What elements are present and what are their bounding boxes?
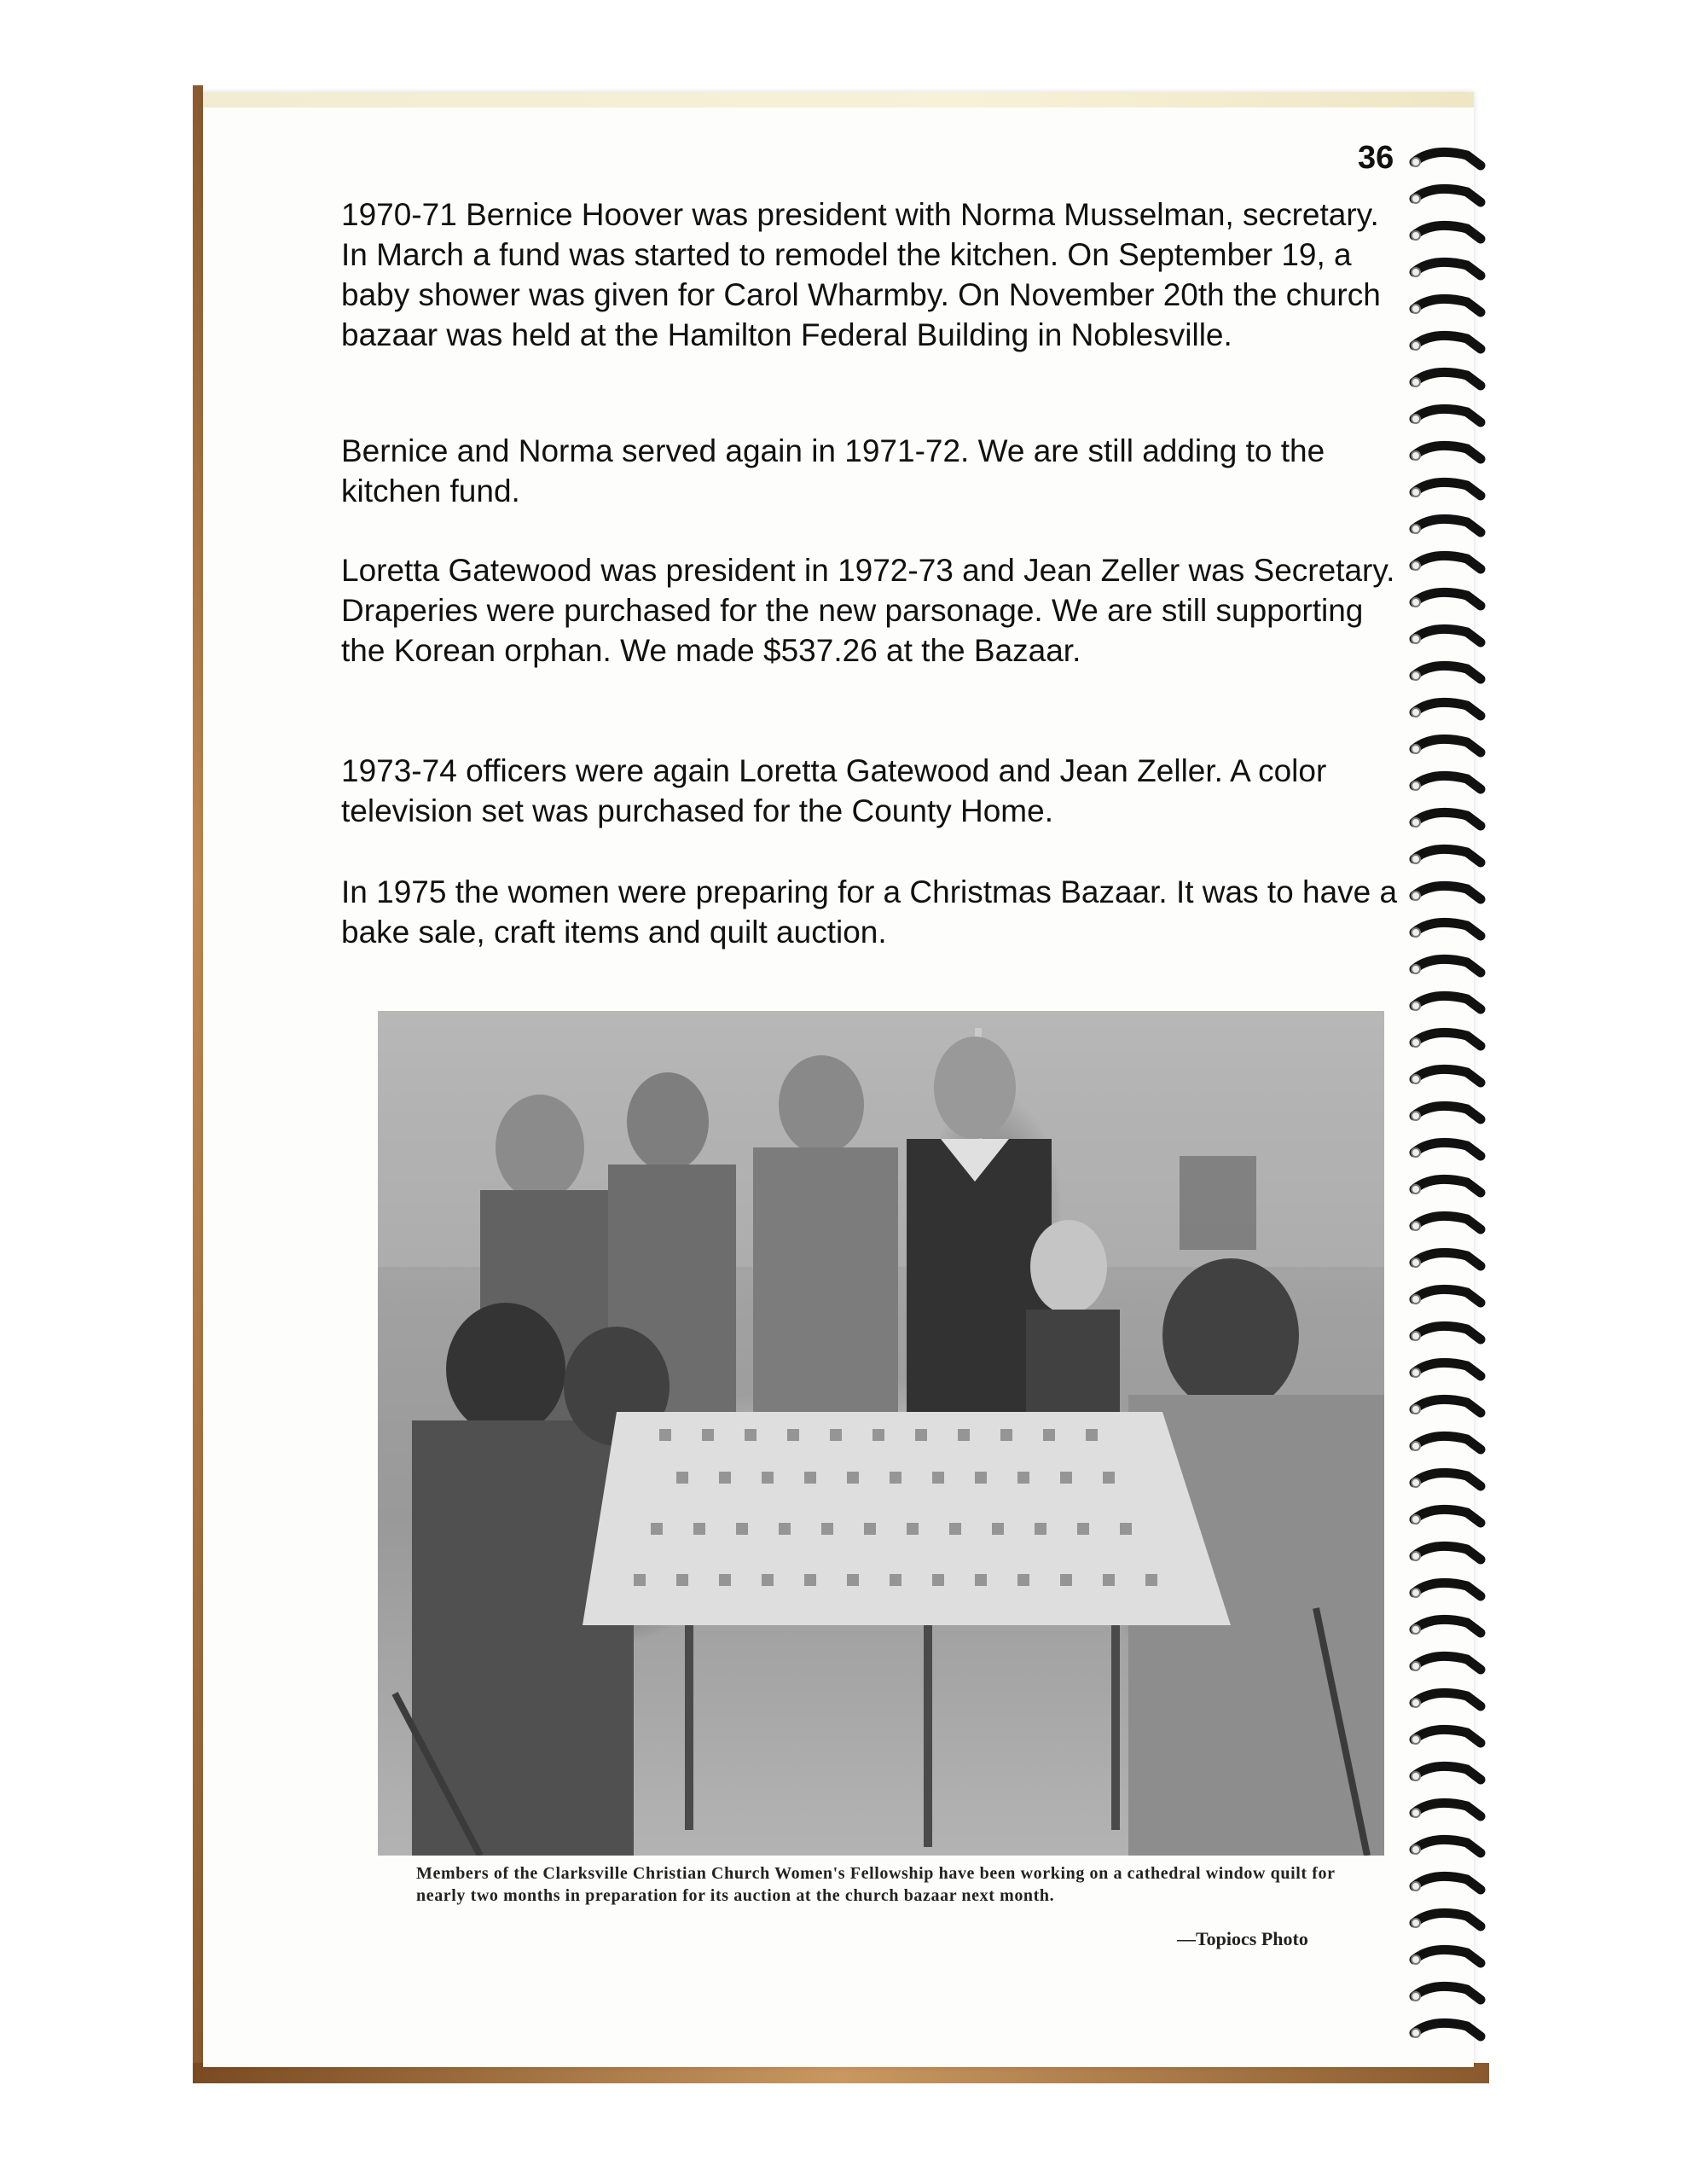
binding-hole <box>1412 1735 1420 1744</box>
spiral-coil <box>1414 335 1481 349</box>
binding-hole <box>1412 1112 1420 1120</box>
spiral-coil <box>1414 152 1481 166</box>
spiral-coil <box>1414 886 1481 899</box>
spiral-coil <box>1414 1106 1481 1119</box>
spiral-coil <box>1414 1179 1481 1193</box>
binding-hole <box>1412 892 1420 900</box>
spiral-coil <box>1414 775 1481 789</box>
spiral-coil <box>1414 299 1481 312</box>
binding-hole <box>1412 1002 1420 1010</box>
spiral-coil <box>1414 1583 1481 1596</box>
binding-hole <box>1412 928 1420 937</box>
spiral-coil <box>1414 1839 1481 1853</box>
spiral-coil <box>1414 1472 1481 1486</box>
spiral-coil <box>1414 1986 1481 2000</box>
page-top-edge <box>203 92 1474 107</box>
binding-hole <box>1412 488 1420 497</box>
spiral-coil <box>1414 1546 1481 1560</box>
binding-hole <box>1412 1589 1420 1597</box>
binding-hole <box>1412 451 1420 460</box>
binding-hole <box>1412 818 1420 827</box>
binding-hole <box>1412 1662 1420 1670</box>
binding-hole <box>1412 1552 1420 1560</box>
spiral-coil <box>1414 922 1481 936</box>
book-edge-left <box>193 85 203 2082</box>
spiral-coil <box>1414 225 1481 239</box>
spiral-coil <box>1414 1913 1481 1926</box>
binding-hole <box>1412 1955 1420 1964</box>
spiral-coil <box>1414 1362 1481 1376</box>
binding-hole <box>1412 1625 1420 1634</box>
binding-hole <box>1412 745 1420 753</box>
binding-hole <box>1412 341 1420 350</box>
binding-hole <box>1412 708 1420 717</box>
newspaper-photo <box>378 1011 1384 1856</box>
paragraph-1971-72: Bernice and Norma served again in 1971-72. We are still adding to the kitchen fund. <box>341 433 1325 508</box>
binding-hole <box>1412 195 1420 203</box>
spiral-coil <box>1414 189 1481 202</box>
binding-hole <box>1412 231 1420 240</box>
binding-hole <box>1412 1992 1420 2001</box>
binding-hole <box>1412 1442 1420 1450</box>
spiral-coil <box>1414 629 1481 642</box>
binding-hole <box>1412 855 1420 863</box>
spiral-coil <box>1414 1216 1481 1229</box>
spiral-coil <box>1414 812 1481 826</box>
binding-hole <box>1412 1038 1420 1047</box>
binding-hole <box>1412 1332 1420 1340</box>
spiral-binding <box>1407 85 1493 2082</box>
spiral-coil <box>1414 519 1481 532</box>
photo-scene <box>378 1011 1384 1856</box>
spiral-coil <box>1414 372 1481 386</box>
spiral-coil <box>1414 1803 1481 1816</box>
binding-hole <box>1412 305 1420 313</box>
binding-hole <box>1412 158 1420 166</box>
binding-hole <box>1412 1882 1420 1891</box>
spiral-coil <box>1414 665 1481 679</box>
binding-hole <box>1412 781 1420 790</box>
binding-hole <box>1412 525 1420 533</box>
binding-hole <box>1412 1258 1420 1267</box>
binding-hole <box>1412 1478 1420 1487</box>
spiral-coil <box>1414 739 1481 752</box>
paragraph-1973-74: 1973-74 officers were again Loretta Gatewood and Jean Zeller. A color television set was purchased for the County Home. <box>341 753 1327 828</box>
binding-hole <box>1412 1148 1420 1157</box>
binding-hole <box>1412 1809 1420 1817</box>
binding-hole <box>1412 598 1420 607</box>
binding-hole <box>1412 1699 1420 1707</box>
photo-caption: Members of the Clarksville Christian Church Women's Fellowship have been working on a cathedral window quilt for nearly two months in preparation for its auction at the church bazaar next month. <box>416 1864 1336 1905</box>
binding-hole <box>1412 2029 1420 2037</box>
spiral-coil <box>1414 1069 1481 1083</box>
binding-hole <box>1412 1919 1420 1927</box>
paragraph-1975: In 1975 the women were preparing for a Christmas Bazaar. It was to have a bake sale, craft items and quilt auction. <box>341 874 1398 950</box>
spiral-coil <box>1414 1619 1481 1633</box>
spiral-coil <box>1414 959 1481 973</box>
spiral-coil <box>1414 409 1481 422</box>
spiral-coil <box>1414 702 1481 716</box>
paragraph-1972-73: Loretta Gatewood was president in 1972-73 and Jean Zeller was Secretary. Draperies were purchased for the new parsonage. We are still supporting the Korean orphan. We made $537.26 at the Bazaar. <box>341 553 1395 668</box>
spiral-coil <box>1414 1509 1481 1523</box>
binding-hole <box>1412 965 1420 973</box>
binding-hole <box>1412 268 1420 276</box>
spiral-coil <box>1414 1252 1481 1266</box>
binding-hole <box>1412 1405 1420 1414</box>
spiral-coil <box>1414 445 1481 459</box>
spiral-coil <box>1414 1326 1481 1339</box>
spiral-coil <box>1414 849 1481 863</box>
spiral-coil <box>1414 2023 1481 2036</box>
paragraph-1970-71: 1970-71 Bernice Hoover was president with Norma Musselman, secretary. In March a fund was started to remodel the kitchen. On September 19, a baby shower was given for Carol Wharmby. On November 20th the church bazaar was held at the Hamilton Federal Building in Noblesville. <box>341 197 1381 352</box>
binding-hole <box>1412 1845 1420 1854</box>
spiral-coil <box>1414 262 1481 276</box>
spiral-coil <box>1414 592 1481 606</box>
page-number: 36 <box>1358 140 1394 176</box>
binding-hole <box>1412 1515 1420 1524</box>
binding-hole <box>1412 1772 1420 1780</box>
spiral-coil <box>1414 1949 1481 1963</box>
spiral-coil <box>1414 1289 1481 1303</box>
binding-hole <box>1412 1295 1420 1304</box>
spiral-coil <box>1414 1142 1481 1156</box>
photo-credit: —Topiocs Photo <box>1177 1928 1308 1949</box>
spiral-coil <box>1414 555 1481 569</box>
spiral-coil <box>1414 1399 1481 1413</box>
binding-hole <box>1412 671 1420 680</box>
binding-hole <box>1412 1185 1420 1194</box>
spiral-coil <box>1414 1032 1481 1046</box>
binding-hole <box>1412 561 1420 570</box>
binding-hole <box>1412 635 1420 643</box>
spiral-coil <box>1414 1766 1481 1780</box>
spiral-coil <box>1414 482 1481 496</box>
binding-hole <box>1412 1368 1420 1377</box>
spiral-coil <box>1414 1436 1481 1449</box>
spiral-coil <box>1414 1693 1481 1706</box>
binding-hole <box>1412 1075 1420 1083</box>
spiral-coil <box>1414 1876 1481 1890</box>
binding-hole <box>1412 415 1420 423</box>
spiral-coil <box>1414 1729 1481 1743</box>
spiral-coil <box>1414 996 1481 1009</box>
binding-hole <box>1412 1222 1420 1230</box>
binding-hole <box>1412 378 1420 386</box>
spiral-coil <box>1414 1656 1481 1670</box>
